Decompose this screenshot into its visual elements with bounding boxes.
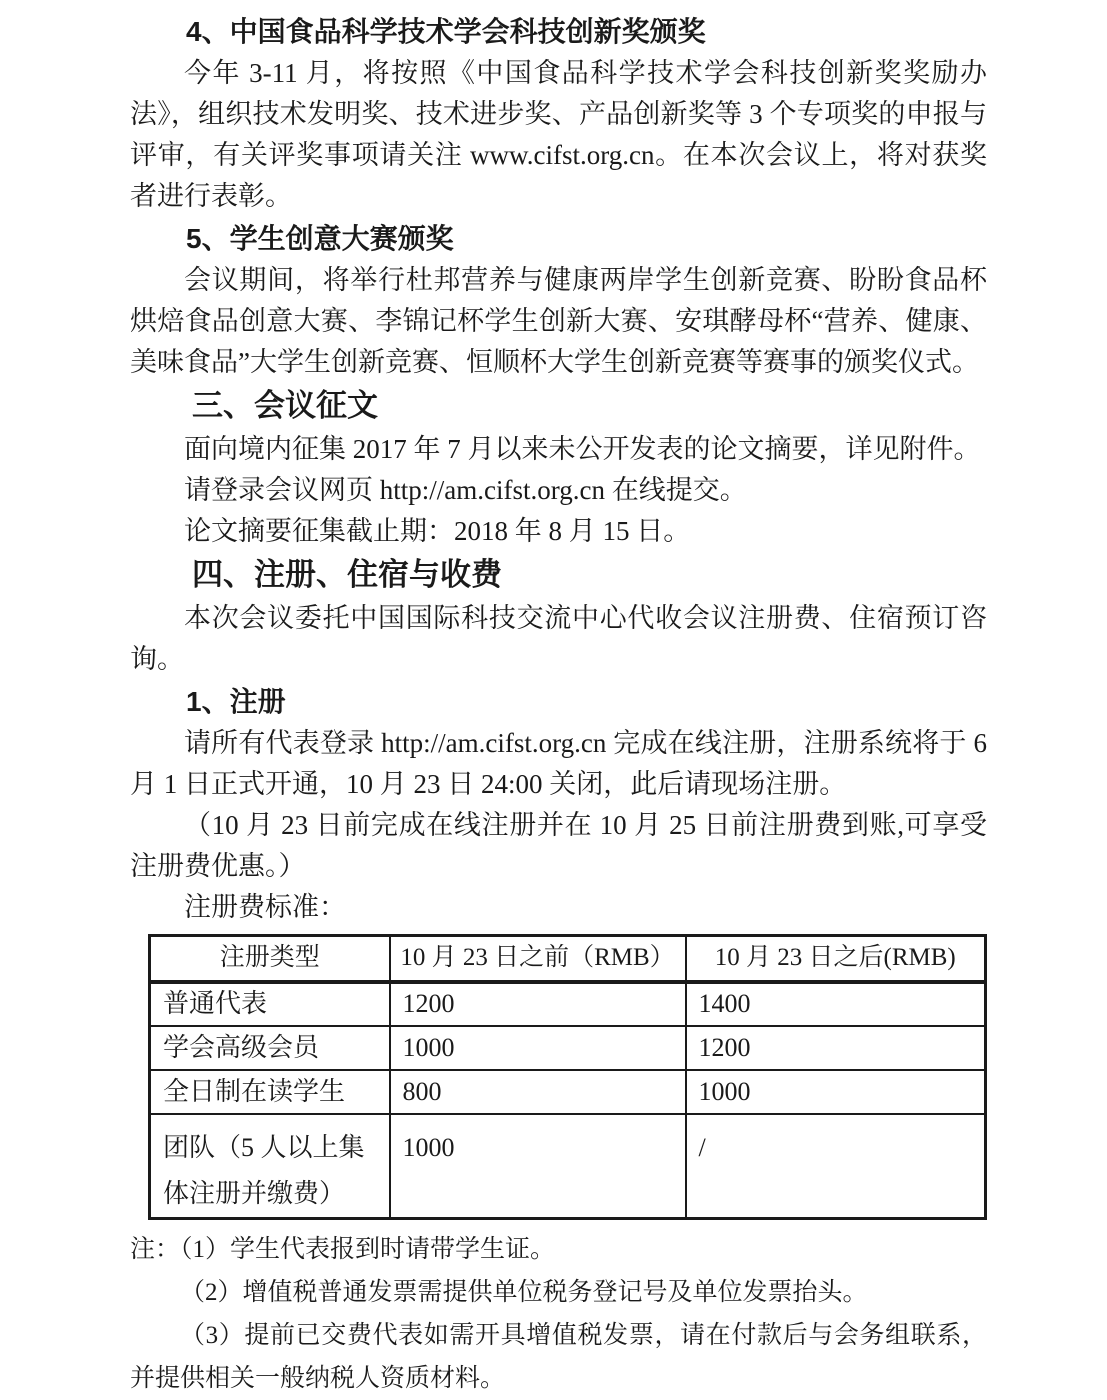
- para-award-text-post: 。在本次会议上，将对获奖者进行表彰。: [130, 140, 988, 211]
- fee-cell-type: 团队（5 人以上集体注册并缴费）: [150, 1114, 390, 1219]
- para-papers-scope: 面向境内征集 2017 年 7 月以来未公开发表的论文摘要，详见附件。: [184, 434, 981, 464]
- para-registration-intro: 本次会议委托中国国际科技交流中心代收会议注册费、住宿预订咨询。: [130, 603, 987, 674]
- para-online-text-post: 完成在线注册，注册系统将于 6 月 1 日正式开通，10 月 23 日 24:00 关闭，此后请现场注册。: [130, 728, 988, 799]
- cifst-website-url: www.cifst.org.cn: [470, 140, 655, 170]
- para-award-text-pre: 今年 3-11 月，将按照《中国食品科学技术学会科技创新奖奖励办法》，组织技术发明奖、技术进步奖、产品创新奖等 3 个专项奖的申报与评审，有关评奖事项请关注: [130, 58, 987, 170]
- note-vat-invoice: （2）增值税普通发票需提供单位税务登记号及单位发票抬头。: [180, 1278, 868, 1306]
- para-submit-text-pre: 请登录会议网页: [184, 475, 380, 505]
- heading-call-for-papers: 三、会议征文: [192, 388, 378, 423]
- fee-cell-after: 1400: [686, 982, 986, 1026]
- heading-tech-innovation-award: 4、中国食品科学技术学会科技创新奖颁奖: [186, 16, 706, 47]
- fee-cell-type: 学会高级会员: [150, 1026, 390, 1070]
- fee-row-fulltime-student: [150, 1070, 986, 1114]
- fee-cell-before: 1000: [390, 1114, 686, 1219]
- fee-row-ordinary-delegate: [150, 982, 986, 1026]
- fee-cell-before: 800: [390, 1070, 686, 1114]
- para-papers-submit: [130, 470, 987, 511]
- fee-standard-label: 注册费标准：: [184, 892, 346, 922]
- conference-submit-url: http://am.cifst.org.cn: [379, 475, 605, 505]
- heading-registration: 1、注册: [186, 686, 286, 717]
- fee-row-group: [150, 1114, 986, 1219]
- fee-col-before-oct23: 10 月 23 日之前（RMB）: [390, 936, 686, 982]
- heading-registration-fees: 四、注册、住宿与收费: [192, 557, 502, 592]
- notes-section: [130, 1228, 987, 1400]
- note-student-id: 注：（1）学生代表报到时请带学生证。: [130, 1235, 556, 1263]
- fee-cell-before: 1200: [390, 982, 686, 1026]
- para-online-registration: [130, 723, 987, 805]
- registration-fee-table: [148, 934, 987, 1220]
- fee-row-senior-member: [150, 1026, 986, 1070]
- para-submit-text-post: 在线提交。: [604, 475, 747, 505]
- fee-table-header-row: [150, 936, 986, 982]
- fee-cell-after: /: [686, 1114, 986, 1219]
- note-prepaid-invoice: （3）提前已交费代表如需开具增值税发票，请在付款后与会务组联系，并提供相关一般纳税人资质材料。: [130, 1321, 987, 1392]
- fee-cell-type: 全日制在读学生: [150, 1070, 390, 1114]
- para-papers-deadline: 论文摘要征集截止期：2018 年 8 月 15 日。: [184, 516, 691, 546]
- para-student-contest-award: 会议期间，将举行杜邦营养与健康两岸学生创新竞赛、盼盼食品杯烘焙食品创意大赛、李锦记杯学生创新大赛、安琪酵母杯“营养、健康、美味食品”大学生创新竞赛、恒顺杯大学生创新竞赛等赛事的颁奖仪式。: [130, 265, 987, 377]
- para-tech-innovation-award: [130, 53, 987, 217]
- fee-cell-type: 普通代表: [150, 982, 390, 1026]
- fee-cell-after: 1200: [686, 1026, 986, 1070]
- heading-student-contest-award: 5、学生创意大赛颁奖: [186, 223, 454, 254]
- fee-cell-before: 1000: [390, 1026, 686, 1070]
- fee-col-after-oct23: 10 月 23 日之后(RMB): [686, 936, 986, 982]
- para-early-discount: （10 月 23 日前完成在线注册并在 10 月 25 日前注册费到账,可享受注册费优惠。）: [130, 810, 987, 881]
- registration-url: http://am.cifst.org.cn: [381, 728, 607, 758]
- fee-cell-after: 1000: [686, 1070, 986, 1114]
- fee-col-registration-type: 注册类型: [150, 936, 390, 982]
- para-online-text-pre: 请所有代表登录: [184, 728, 382, 758]
